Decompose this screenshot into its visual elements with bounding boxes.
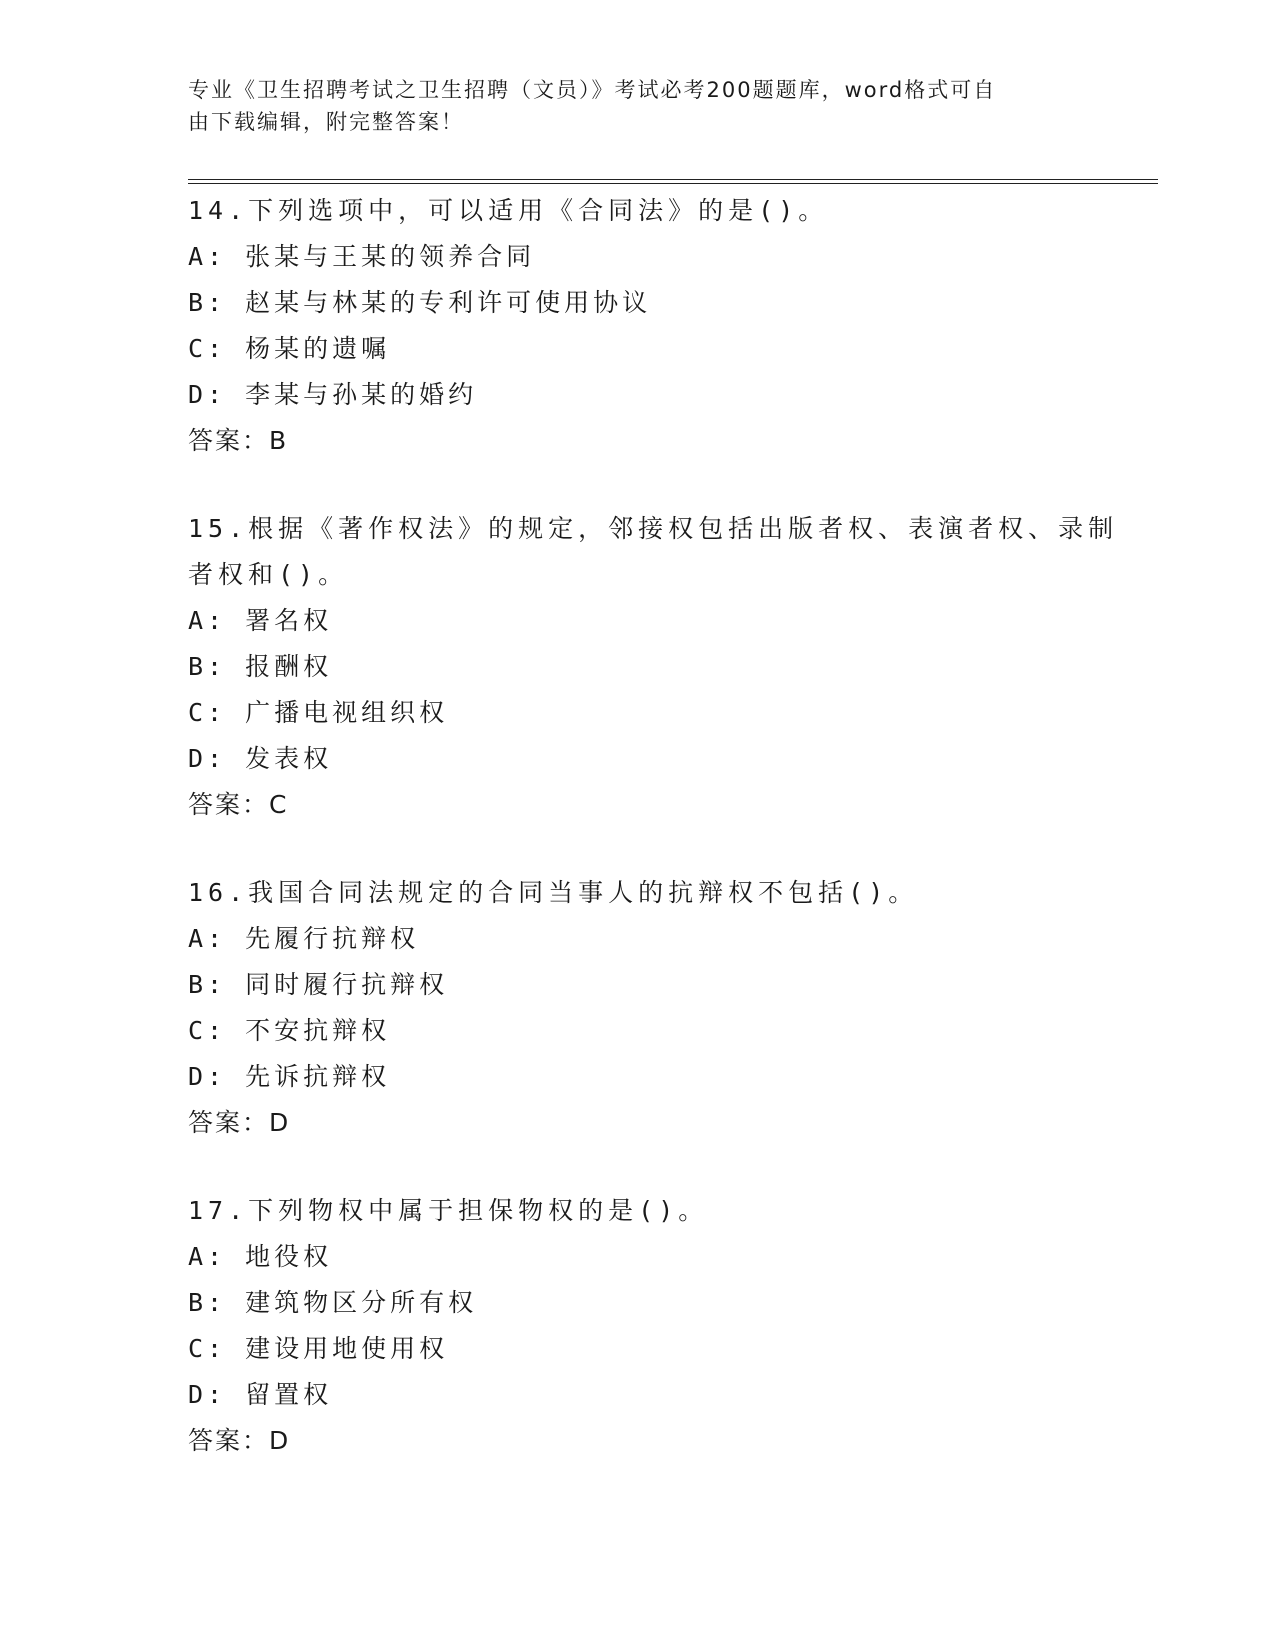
question-stem	[188, 188, 1088, 234]
option-c: C: 建设用地使用权	[188, 1334, 449, 1363]
stem-line: 15.根据《著作权法》的规定，邻接权包括出版者权、表演者权、录制	[188, 514, 1119, 543]
question-list	[188, 188, 1119, 1506]
option-d: D: 李某与孙某的婚约	[188, 380, 478, 409]
stem-line: 14.下列选项中，可以适用《合同法》的是()。	[188, 196, 829, 225]
stem-line: 16.我国合同法规定的合同当事人的抗辩权不包括()。	[188, 878, 919, 907]
option-b: B: 赵某与林某的专利许可使用协议	[188, 288, 652, 317]
option-a: A: 地役权	[188, 1242, 333, 1271]
option-b: B: 报酬权	[188, 652, 333, 681]
option-a: A: 张某与王某的领养合同	[188, 242, 536, 271]
option-d: D: 发表权	[188, 744, 333, 773]
stem-line: 者权和()。	[188, 560, 349, 589]
question-16	[188, 870, 1088, 1146]
question-14	[188, 188, 1088, 464]
option-d: D: 留置权	[188, 1380, 333, 1409]
header-divider	[188, 179, 1158, 184]
document-header	[188, 74, 1068, 138]
stem-line: 17.下列物权中属于担保物权的是()。	[188, 1196, 709, 1225]
question-15	[188, 506, 1119, 828]
option-c: C: 杨某的遗嘱	[188, 334, 391, 363]
header-line-2: 由下载编辑，附完整答案！	[188, 110, 464, 134]
question-stem	[188, 506, 1119, 598]
option-d: D: 先诉抗辩权	[188, 1062, 391, 1091]
option-c: C: 广播电视组织权	[188, 698, 449, 727]
answer-line: 答案：D	[188, 1426, 291, 1455]
header-line-1: 专业《卫生招聘考试之卫生招聘（文员）》考试必考200题题库，word格式可自	[188, 78, 997, 102]
answer-line: 答案：C	[188, 790, 289, 819]
question-stem	[188, 1188, 1088, 1234]
option-b: B: 同时履行抗辩权	[188, 970, 449, 999]
answer-line: 答案：D	[188, 1108, 291, 1137]
answer-line: 答案：B	[188, 426, 289, 455]
option-b: B: 建筑物区分所有权	[188, 1288, 478, 1317]
option-a: A: 署名权	[188, 606, 333, 635]
question-stem	[188, 870, 1088, 916]
option-a: A: 先履行抗辩权	[188, 924, 420, 953]
question-17	[188, 1188, 1088, 1464]
option-c: C: 不安抗辩权	[188, 1016, 391, 1045]
